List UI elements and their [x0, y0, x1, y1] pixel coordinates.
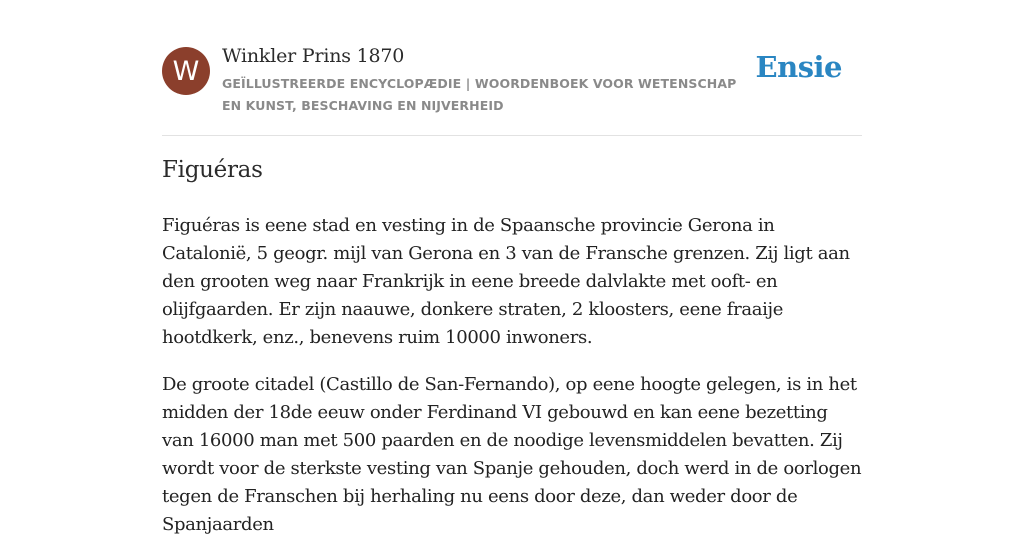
article-paragraph: De groote citadel (Castillo de San-Fernando), op eene hoogte gelegen, is in het midden der 18de eeuw onder Ferdinand VI gebouwd en kan eene bezetting van 16000 man met 500 paarden en de noodige levensmiddelen bevatten. Zij wordt voor de sterkste vesting van Spanje gehouden, doch werd in de oorlogen tegen de Franschen bij herhaling nu eens door deze, dan weder door de Spanjaarden [162, 374, 862, 535]
avatar-letter: W [172, 55, 200, 87]
ensie-logo-link[interactable]: Ensie [755, 50, 842, 84]
page-container [162, 0, 862, 535]
article-paragraph: Figuéras is eene stad en vesting in de Spaansche provincie Gerona in Catalonië, 5 geogr. mijl van Gerona en 3 van de Fransche grenzen. Zij ligt aan den grooten weg naar Frankrijk in eene breede dalvlakte met ooft- en olijfgaarden. Er zijn naauwe, donkere straten, 2 kloosters, eene fraaije hootdkerk, enz., benevens ruim 10000 inwoners. [162, 215, 850, 348]
source-subtitle: GEÏLLUSTREERDE ENCYCLOPÆDIE | WOORDENBOEK VOOR WETENSCHAP EN KUNST, BESCHAVING EN NIJVERHEID [222, 76, 737, 113]
source-header [162, 0, 862, 136]
article-body [162, 212, 862, 558]
source-title[interactable]: Winkler Prins 1870 [222, 45, 405, 67]
article-title: Figuéras [162, 157, 263, 183]
source-avatar[interactable] [162, 47, 210, 95]
